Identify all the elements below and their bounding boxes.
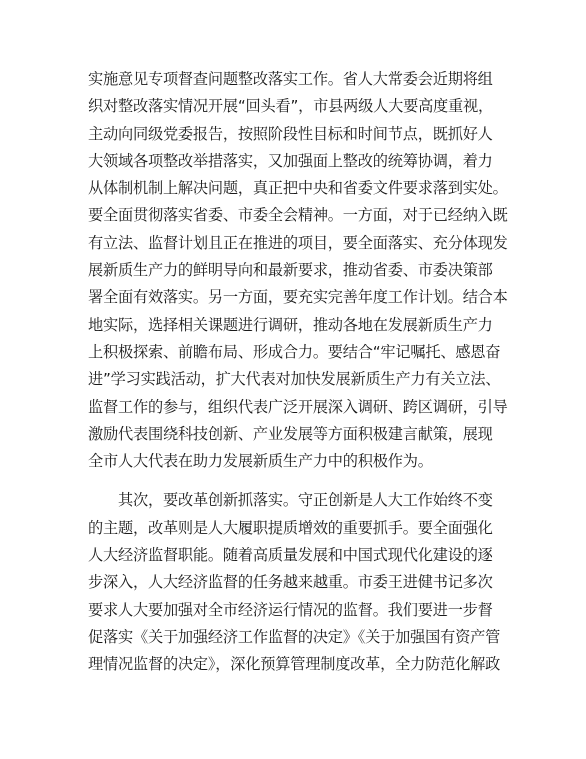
text-line: 监督工作的参与，组织代表广泛开展深入调研、跨区调研，引导: [88, 397, 508, 416]
text-line: 从体制机制上解决问题，真正把中央和省委文件要求落到实处。: [88, 179, 508, 198]
text-line: 展新质生产力的鲜明导向和最新要求，推动省委、市委决策部: [88, 261, 493, 280]
paragraph-1: [88, 66, 508, 475]
text-line: 激励代表围绕科技创新、产业发展等方面积极建言献策，展现: [88, 424, 493, 443]
text-line: 促落实《关于加强经济工作监督的决定》《关于加强国有资产管: [88, 627, 501, 646]
text-line: 上积极探索、前瞻布局、形成合力。要结合“牢记嘱托、感恩奋: [88, 342, 501, 361]
paragraph-gap: [88, 475, 498, 487]
text-line: 理情况监督的决定》，深化预算管理制度改革，全力防范化解政: [88, 655, 501, 674]
text-line: 主动向同级党委报告，按照阶段性目标和时间节点，既抓好人: [88, 124, 493, 143]
text-line: 织对整改落实情况开展“回头看”，市县两级人大要高度重视，: [88, 97, 494, 116]
document-body: [88, 66, 508, 679]
text-line: 要求人大要加强对全市经济运行情况的监督。我们要进一步督: [88, 600, 493, 619]
text-line: 人大经济监督职能。随着高质量发展和中国式现代化建设的逐: [88, 546, 493, 565]
text-line: 有立法、监督计划且正在推进的项目，要全面落实、充分体现发: [88, 233, 508, 252]
text-line: 地实际，选择相关课题进行调研，推动各地在发展新质生产力: [88, 315, 493, 334]
text-line: 的主题，改革则是人大履职提质增效的重要抓手。要全面强化: [88, 518, 493, 537]
text-line: 大领域各项整改举措落实，又加强面上整改的统筹协调，着力: [88, 151, 493, 170]
paragraph-2: [88, 487, 501, 678]
text-line: 其次，要改革创新抓落实。守正创新是人大工作始终不变: [118, 491, 493, 510]
text-line: 署全面有效落实。另一方面，要充实完善年度工作计划。结合本: [88, 288, 508, 307]
text-line: 实施意见专项督查问题整改落实工作。省人大常委会近期将组: [88, 70, 493, 88]
text-line: 要全面贯彻落实省委、市委全会精神。一方面，对于已经纳入既: [88, 206, 508, 225]
text-line: 步深入，人大经济监督的任务越来越重。市委王进健书记多次: [88, 573, 493, 592]
text-line: 全市人大代表在助力发展新质生产力中的积极作为。: [88, 452, 433, 471]
text-line: 进”学习实践活动，扩大代表对加快发展新质生产力有关立法、: [88, 370, 501, 389]
